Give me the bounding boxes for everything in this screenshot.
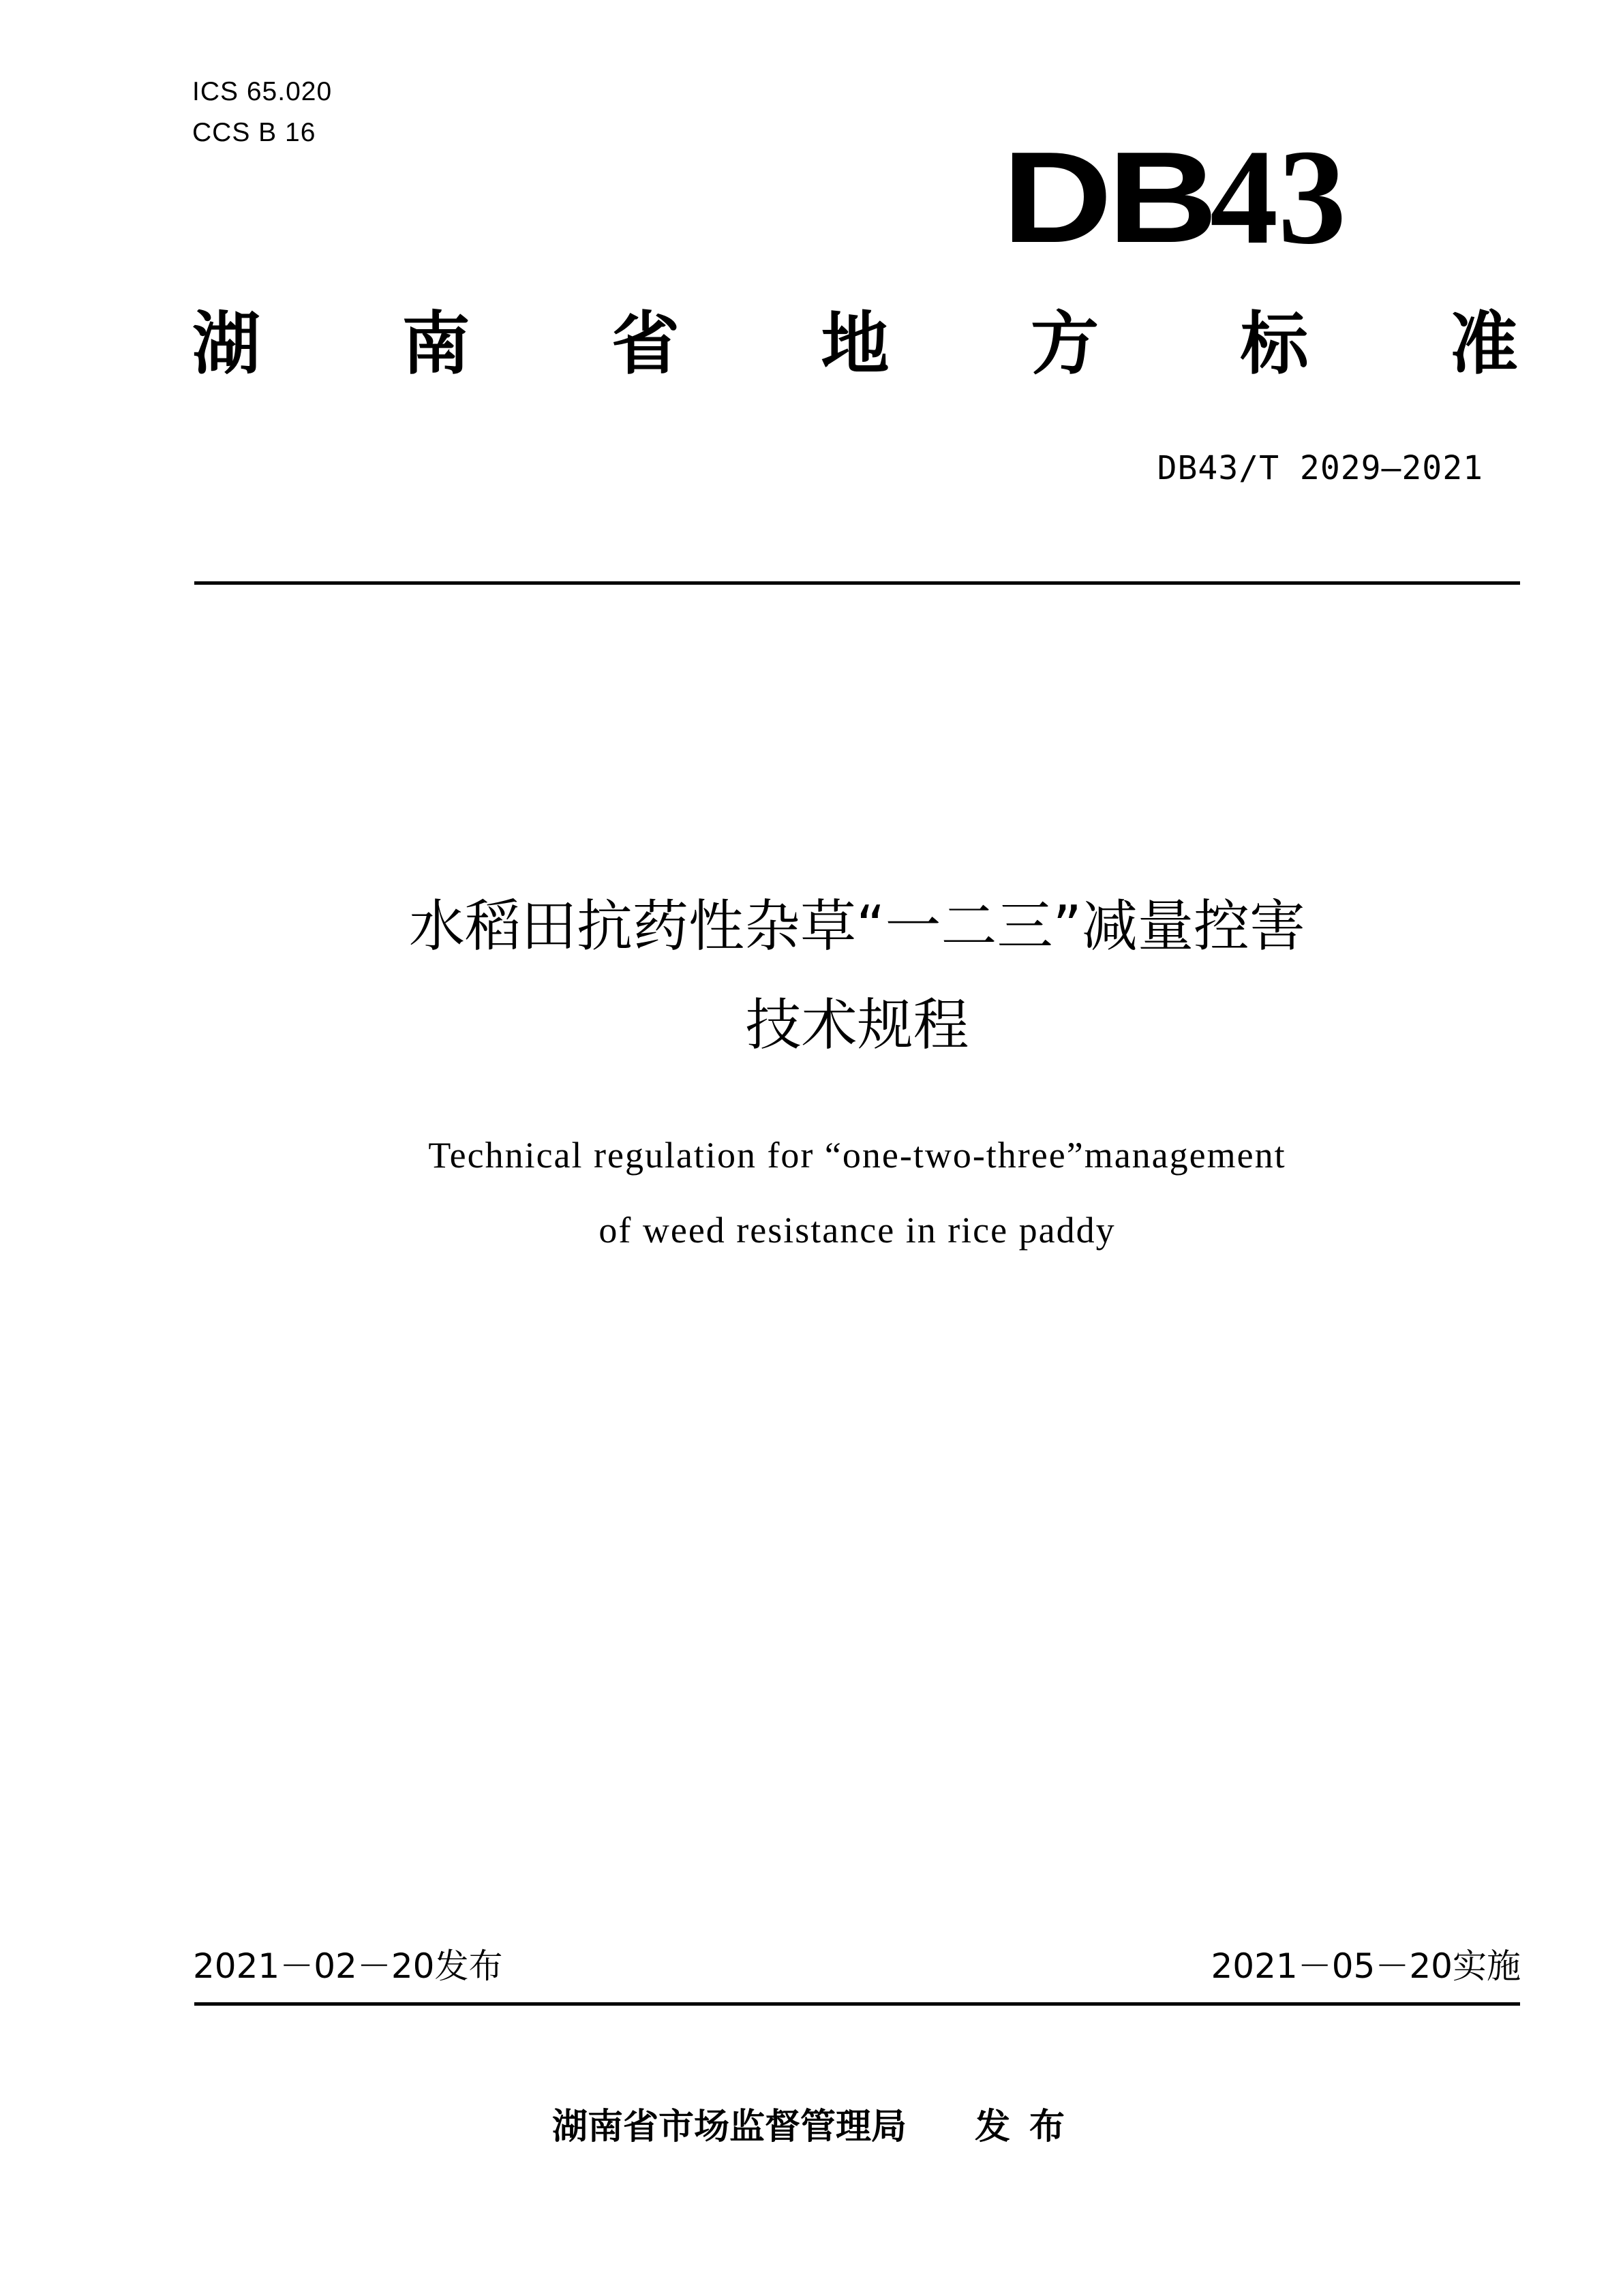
ics-code: ICS 65.020 — [192, 77, 333, 106]
publisher-organization: 湖南省市场监督管理局 — [552, 2107, 907, 2147]
publisher — [552, 2102, 1084, 2152]
db-logo-letters: DB — [1002, 125, 1213, 270]
standard-type-char: 湖 — [192, 304, 260, 384]
standard-number: DB43/T 2029—2021 — [1157, 449, 1483, 487]
footer-divider — [194, 2002, 1520, 2006]
english-title-line-1: Technical regulation for “one-two-three”management — [428, 1135, 1286, 1176]
db-logo-number: 43 — [1210, 122, 1346, 273]
db43-logo — [1002, 122, 1394, 273]
ccs-code: CCS B 16 — [192, 118, 316, 147]
standard-type-char: 准 — [1450, 304, 1518, 384]
standard-type-char: 南 — [401, 304, 470, 384]
chinese-title-line-2: 技术规程 — [745, 993, 969, 1058]
issue-date: 2021－02－20发布 — [193, 1946, 503, 1986]
header-divider — [194, 581, 1520, 585]
standard-type-char: 标 — [1240, 304, 1309, 384]
standard-type-char: 地 — [821, 304, 890, 384]
publish-verb: 发布 — [975, 2107, 1084, 2147]
standard-type-char: 省 — [611, 304, 680, 384]
english-title-line-2: of weed resistance in rice paddy — [598, 1210, 1116, 1251]
standard-type-heading — [192, 296, 1518, 392]
standard-type-char: 方 — [1031, 304, 1099, 384]
implementation-date: 2021－05－20实施 — [1211, 1946, 1521, 1986]
chinese-title-line-1: 水稻田抗药性杂草“一二三”减量控害 — [409, 894, 1305, 959]
